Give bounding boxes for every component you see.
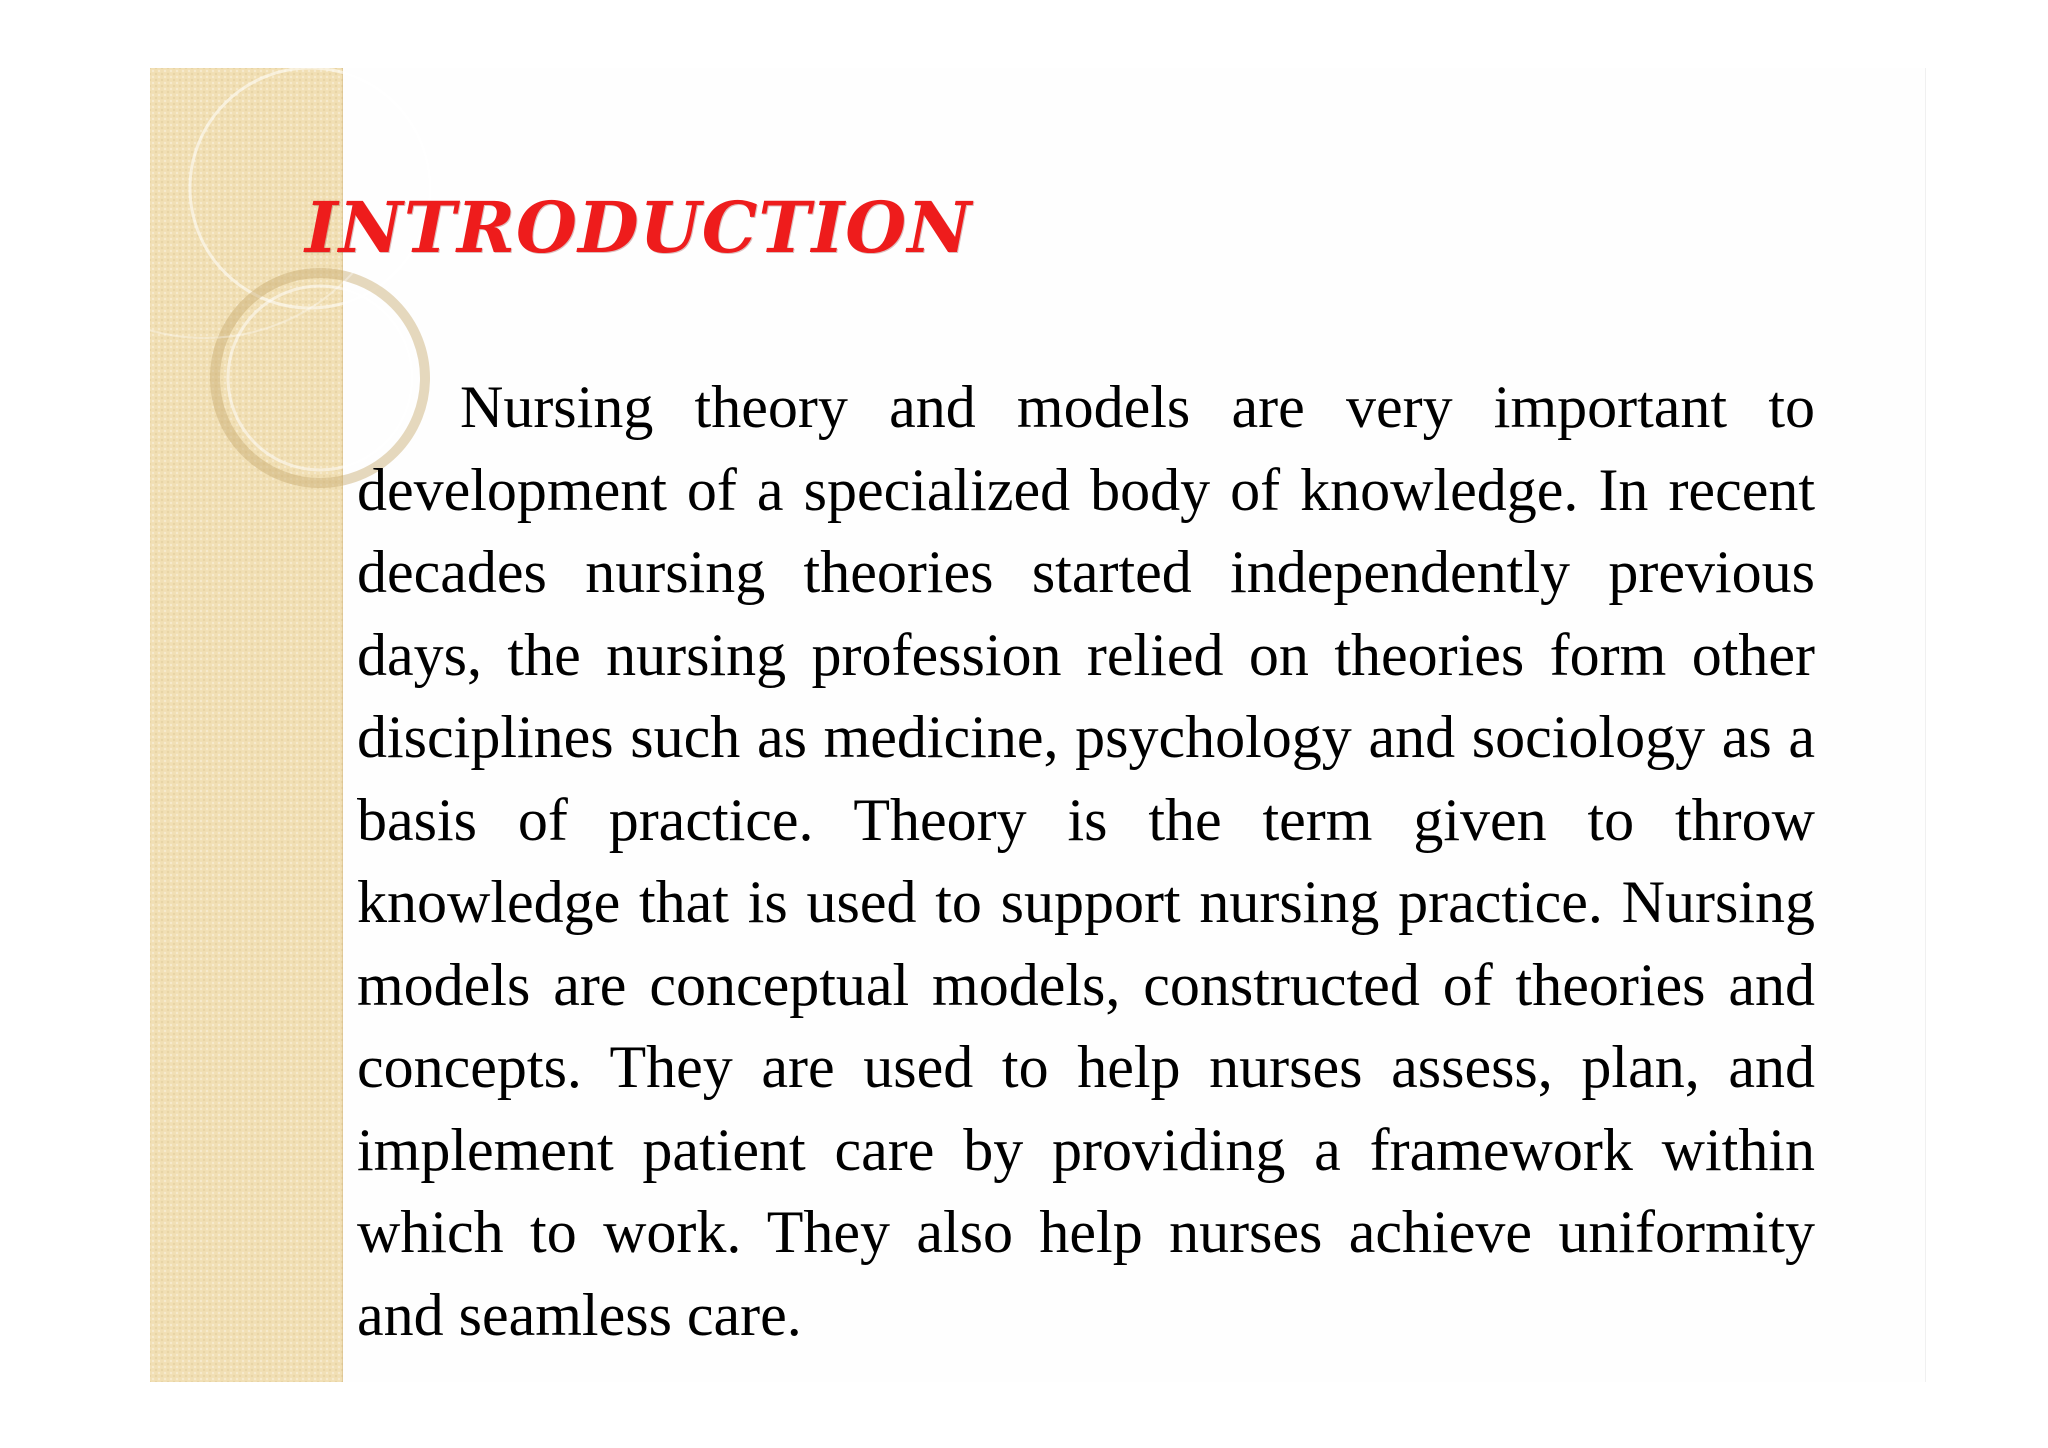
slide-body-paragraph: Nursing theory and models are very important to development of a specialized body of knowledge. In recent decades nursing theories started independently previous days, the nursing profession relied on theories form other disciplines such as medicine, psychology and sociology as a basis of practice. Theory is the term given to throw knowledge that is used to support nursing practice. Nursing models are conceptual models, constructed of theories and concepts. They are used to help nurses assess, plan, and implement patient care by providing a framework within which to work. They also help nurses achieve uniformity and seamless care.	[357, 374, 1815, 1348]
slide	[150, 68, 1926, 1382]
slide-title: INTRODUCTION	[305, 186, 973, 269]
